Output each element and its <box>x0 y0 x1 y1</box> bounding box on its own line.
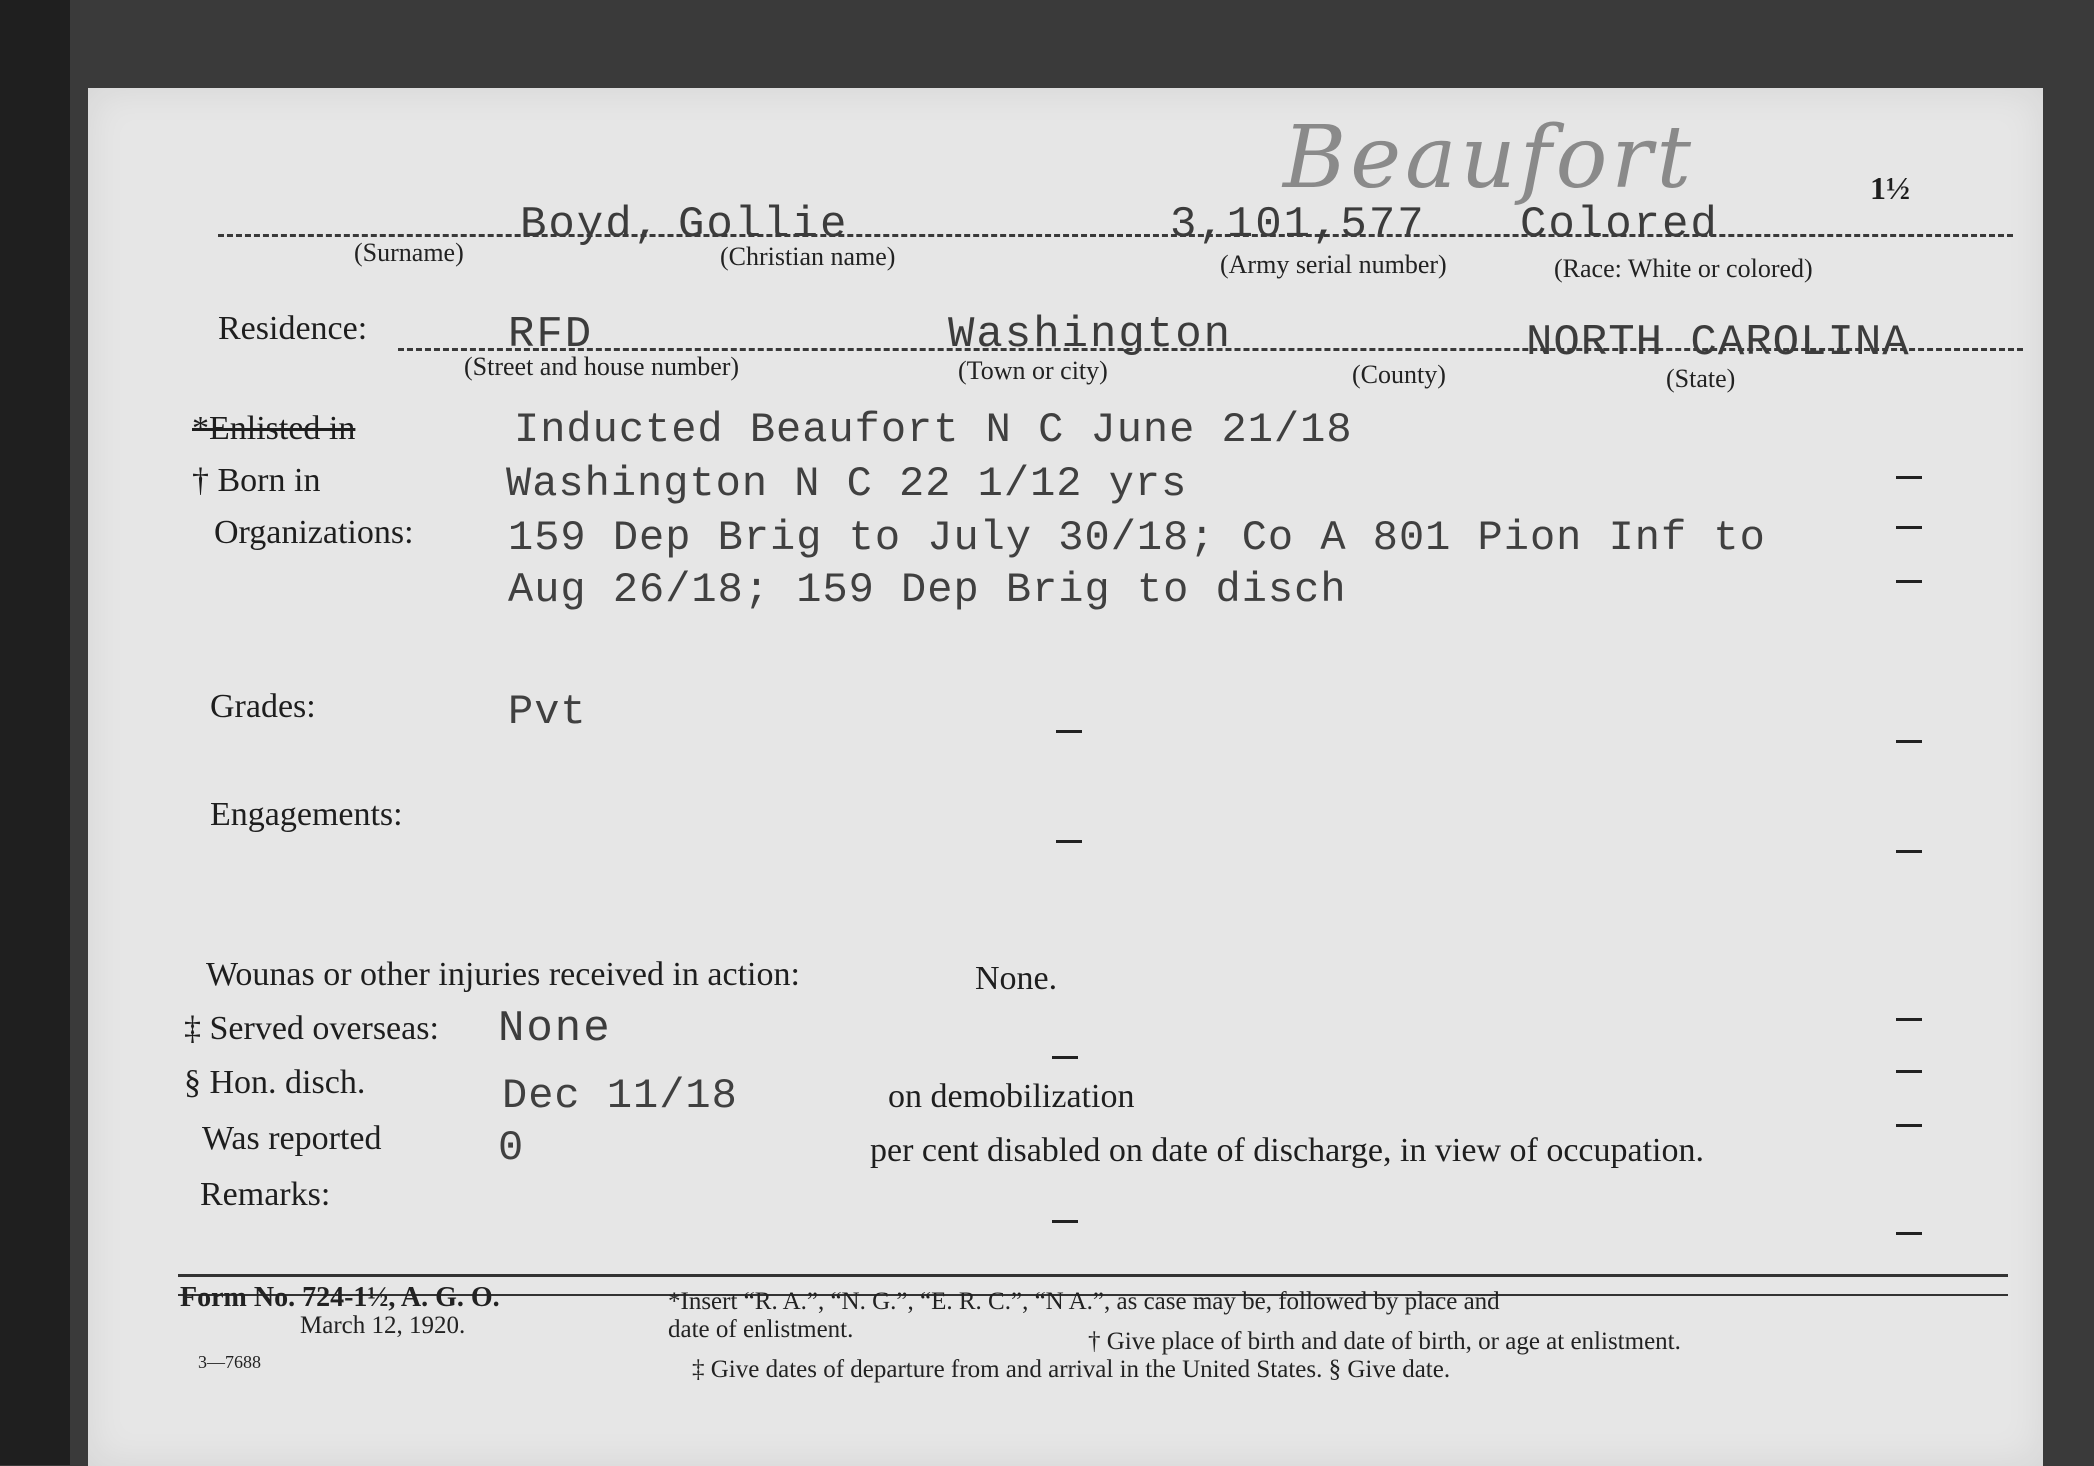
margin-dash <box>1896 1018 1922 1021</box>
engagements-label: Engagements: <box>210 796 403 833</box>
served-overseas-label: ‡ Served overseas: <box>184 1010 439 1047</box>
form-date: March 12, 1920. <box>300 1312 466 1339</box>
name-line <box>218 234 2013 237</box>
residence-street-value: RFD <box>508 310 594 360</box>
enlisted-label: *Enlisted in <box>192 410 356 447</box>
footnote-born: † Give place of birth and date of birth, or age at enlistment. <box>1088 1328 1681 1355</box>
margin-dash <box>1896 850 1922 853</box>
margin-dash <box>1896 476 1922 479</box>
wounds-value: None. <box>975 960 1058 997</box>
enlisted-value: Inducted Beaufort N C June 21/18 <box>514 406 1353 454</box>
footnote-enlisted: *Insert “R. A.”, “N. G.”, “E. R. C.”, “N A.”, as case may be, followed by place and <box>668 1288 1500 1315</box>
street-caption: (Street and house number) <box>464 352 740 381</box>
scanner-edge <box>0 0 70 1465</box>
margin-dash <box>1052 1056 1078 1059</box>
state-caption: (State) <box>1666 364 1736 393</box>
grades-value: Pvt <box>508 688 587 736</box>
born-label: † Born in <box>192 462 321 499</box>
race-value: Colored <box>1520 200 1719 250</box>
surname-caption: (Surname) <box>354 238 464 267</box>
margin-dash <box>1052 1220 1078 1223</box>
margin-dash <box>1896 1232 1922 1235</box>
footnote-enlisted-cont: date of enlistment. <box>668 1316 854 1343</box>
handwritten-county-annotation: Beaufort <box>1283 108 1696 208</box>
wounds-label: Wounas or other injuries received in action: <box>206 956 800 993</box>
card-number: 1½ <box>1870 170 1910 206</box>
form-number: Form No. 724-1½, A. G. O. <box>180 1282 500 1313</box>
organizations-line-1: 159 Dep Brig to July 30/18; Co A 801 Pion Inf to <box>508 514 1766 562</box>
born-value: Washington N C 22 1/12 yrs <box>506 460 1188 508</box>
race-caption: (Race: White or colored) <box>1554 254 1813 283</box>
army-serial-caption: (Army serial number) <box>1220 250 1447 279</box>
serial-number-value: 3,101,577 <box>1170 200 1426 250</box>
remarks-label: Remarks: <box>200 1176 331 1213</box>
footnote-overseas-hon-disch: ‡ Give dates of departure from and arrival in the United States. § Give date. <box>692 1356 1451 1383</box>
hon-disch-note: on demobilization <box>888 1078 1135 1115</box>
surname-value: Boyd, <box>520 200 663 250</box>
service-record-card <box>88 88 2043 1466</box>
organizations-line-2: Aug 26/18; 159 Dep Brig to disch <box>508 566 1347 614</box>
town-caption: (Town or city) <box>958 356 1108 385</box>
served-overseas-value: None <box>498 1004 612 1054</box>
footer-rule <box>178 1274 2008 1277</box>
disabled-note: per cent disabled on date of discharge, in view of occupation. <box>870 1132 1704 1169</box>
margin-dash <box>1896 580 1922 583</box>
margin-dash <box>1056 840 1082 843</box>
residence-town-value: Washington <box>948 310 1233 360</box>
residence-label: Residence: <box>218 310 368 347</box>
was-reported-value: 0 <box>498 1124 525 1172</box>
residence-state-value: NORTH CAROLINA <box>1526 318 1910 368</box>
print-code: 3—7688 <box>198 1352 261 1372</box>
margin-dash <box>1056 730 1082 733</box>
grades-label: Grades: <box>210 688 316 725</box>
christian-name-value: Gollie <box>678 200 849 250</box>
margin-dash <box>1896 1124 1922 1127</box>
margin-dash <box>1896 740 1922 743</box>
hon-disch-value: Dec 11/18 <box>502 1072 738 1120</box>
was-reported-label: Was reported <box>202 1120 382 1157</box>
christian-name-caption: (Christian name) <box>720 242 896 271</box>
county-caption: (County) <box>1352 360 1446 389</box>
margin-dash <box>1896 526 1922 529</box>
organizations-label: Organizations: <box>214 514 414 551</box>
hon-disch-label: § Hon. disch. <box>184 1064 366 1101</box>
margin-dash <box>1896 1070 1922 1073</box>
